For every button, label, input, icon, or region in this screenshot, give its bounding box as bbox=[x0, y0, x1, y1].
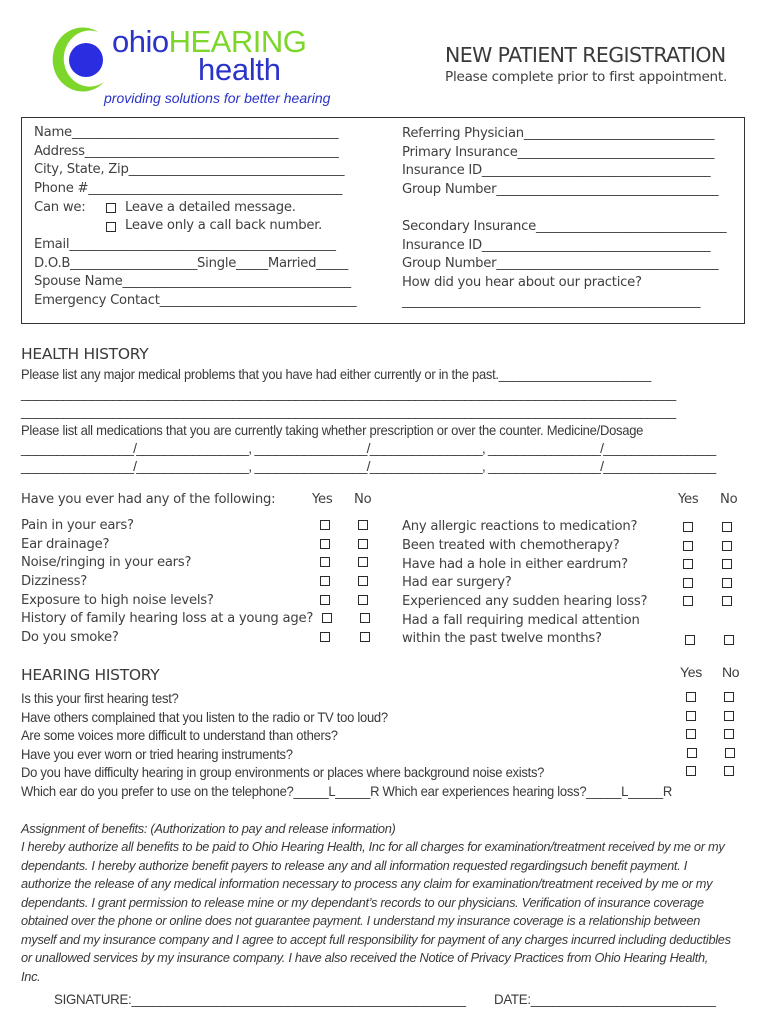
referring-physician-field[interactable]: Referring Physician______________________________ bbox=[402, 126, 715, 141]
group-number-field[interactable]: Group Number___________________________________ bbox=[402, 182, 719, 197]
question-hearing-instruments: Have you ever worn or tried hearing instruments? bbox=[21, 746, 293, 762]
dizziness-yes-checkbox[interactable] bbox=[320, 576, 330, 586]
secondary-group-number-field[interactable]: Group Number___________________________________ bbox=[402, 256, 719, 271]
name-field[interactable]: Name__________________________________________ bbox=[34, 125, 339, 140]
question-family-history: History of family hearing loss at a young age? bbox=[21, 611, 314, 626]
group-env-yes-checkbox[interactable] bbox=[686, 766, 696, 776]
question-noise-exposure: Exposure to high noise levels? bbox=[21, 593, 214, 608]
brand-hearing: HEARING bbox=[168, 24, 307, 59]
secondary-insurance-id-field[interactable]: Insurance ID____________________________________ bbox=[402, 238, 711, 253]
family-history-yes-checkbox[interactable] bbox=[322, 613, 332, 623]
instruments-yes-checkbox[interactable] bbox=[687, 748, 697, 758]
left-yes-header: Yes bbox=[312, 492, 333, 507]
medications-line-2[interactable]: ________________/________________, ________________/________________, ________________/________________ bbox=[21, 458, 716, 474]
noise-exposure-no-checkbox[interactable] bbox=[358, 595, 368, 605]
ear-surgery-yes-checkbox[interactable] bbox=[683, 578, 693, 588]
ear-surgery-no-checkbox[interactable] bbox=[722, 578, 732, 588]
allergic-no-checkbox[interactable] bbox=[722, 522, 732, 532]
voices-yes-checkbox[interactable] bbox=[686, 729, 696, 739]
logo-crescent-icon bbox=[46, 22, 108, 92]
referral-source-field[interactable]: _______________________________________________ bbox=[402, 294, 701, 309]
question-smoke: Do you smoke? bbox=[21, 630, 119, 645]
question-sudden-hearing-loss: Experienced any sudden hearing loss? bbox=[402, 594, 648, 609]
right-no-header: No bbox=[720, 492, 738, 507]
right-yes-header: Yes bbox=[678, 492, 699, 507]
tv-loud-yes-checkbox[interactable] bbox=[686, 711, 696, 721]
question-ear-drainage: Ear drainage? bbox=[21, 537, 110, 552]
question-group-environments: Do you have difficulty hearing in group environments or places where background noise exists? bbox=[21, 764, 545, 780]
question-dizziness: Dizziness? bbox=[21, 574, 88, 589]
eardrum-hole-no-checkbox[interactable] bbox=[722, 559, 732, 569]
conditions-question-header: Have you ever had any of the following: bbox=[21, 492, 276, 507]
question-fall-line-1: Had a fall requiring medical attention bbox=[402, 613, 640, 628]
ear-drainage-yes-checkbox[interactable] bbox=[320, 539, 330, 549]
brand-health: health bbox=[198, 52, 281, 87]
assignment-line-8: Inc. bbox=[21, 969, 41, 984]
hearing-history-title: HEARING HISTORY bbox=[21, 666, 160, 684]
brand-ohio: ohio bbox=[112, 24, 169, 59]
email-field[interactable]: Email__________________________________________ bbox=[34, 237, 336, 252]
question-ear-pain: Pain in your ears? bbox=[21, 518, 134, 533]
question-ear-surgery: Had ear surgery? bbox=[402, 575, 512, 590]
smoke-yes-checkbox[interactable] bbox=[320, 632, 330, 642]
question-fall-line-2: within the past twelve months? bbox=[402, 631, 602, 646]
secondary-insurance-field[interactable]: Secondary Insurance______________________________ bbox=[402, 219, 727, 234]
medical-problems-prompt[interactable]: Please list any major medical problems that you have had either currently or in the past.______________________ bbox=[21, 366, 652, 382]
left-no-header: No bbox=[354, 492, 372, 507]
city-state-zip-field[interactable]: City, State, Zip__________________________________ bbox=[34, 162, 345, 177]
noise-ringing-no-checkbox[interactable] bbox=[358, 557, 368, 567]
assignment-line-7: or unallowed services by my insurance company. I have also received the Notice of Privacy Practices from Ohio Hearing Health, bbox=[21, 950, 709, 965]
question-noise-ringing: Noise/ringing in your ears? bbox=[21, 555, 192, 570]
assignment-line-3: authorize the release of any medical information necessary to process any claim for examination/treatment received by me or my bbox=[21, 876, 713, 891]
question-voices-difficult: Are some voices more difficult to understand than others? bbox=[21, 727, 338, 743]
hearing-no-header: No bbox=[722, 664, 740, 680]
first-test-yes-checkbox[interactable] bbox=[686, 692, 696, 702]
chemotherapy-no-checkbox[interactable] bbox=[722, 541, 732, 551]
question-allergic-reactions: Any allergic reactions to medication? bbox=[402, 519, 638, 534]
assignment-line-4: dependants. I grant permission to release mine or my dependant’s records to our physicians. Verification of insurance coverage bbox=[21, 895, 704, 910]
sudden-loss-no-checkbox[interactable] bbox=[722, 596, 732, 606]
allergic-yes-checkbox[interactable] bbox=[683, 522, 693, 532]
primary-insurance-field[interactable]: Primary Insurance_______________________________ bbox=[402, 145, 715, 160]
question-tv-loud: Have others complained that you listen to the radio or TV too loud? bbox=[21, 709, 388, 725]
ear-drainage-no-checkbox[interactable] bbox=[358, 539, 368, 549]
assignment-line-2: dependants. I hereby authorize benefit payers to release any and all information requested regardingsuch benefit payment. I bbox=[21, 858, 687, 873]
address-field[interactable]: Address________________________________________ bbox=[34, 144, 339, 159]
emergency-contact-field[interactable]: Emergency Contact_______________________________ bbox=[34, 293, 357, 308]
medical-problems-line-2[interactable]: _____________________________________________________________________________________________ bbox=[21, 403, 676, 419]
noise-ringing-yes-checkbox[interactable] bbox=[320, 557, 330, 567]
referral-source-label: How did you hear about our practice? bbox=[402, 275, 642, 290]
ear-preference-line[interactable]: Which ear do you prefer to use on the telephone?_____L_____R Which ear experiences hearing loss?_____L_____R bbox=[21, 783, 672, 799]
call-back-only-checkbox[interactable] bbox=[106, 222, 116, 232]
assignment-title: Assignment of benefits: (Authorization to pay and release information) bbox=[21, 821, 396, 836]
group-env-no-checkbox[interactable] bbox=[724, 766, 734, 776]
health-history-title: HEALTH HISTORY bbox=[21, 345, 149, 363]
tv-loud-no-checkbox[interactable] bbox=[724, 711, 734, 721]
medications-line-1[interactable]: ________________/________________, ________________/________________, ________________/________________ bbox=[21, 440, 716, 456]
call-back-only-label: Leave only a call back number. bbox=[125, 218, 323, 233]
medications-prompt: Please list all medications that you are currently taking whether prescription or over the counter. Medicine/Dosage bbox=[21, 422, 644, 438]
detailed-message-checkbox[interactable] bbox=[106, 203, 116, 213]
assignment-line-1: I hereby authorize all benefits to be paid to Ohio Hearing Health, Inc for all charges for examination/treatment received by me or my bbox=[21, 839, 725, 854]
question-first-test: Is this your first hearing test? bbox=[21, 690, 179, 706]
question-eardrum-hole: Have had a hole in either eardrum? bbox=[402, 557, 628, 572]
hearing-yes-header: Yes bbox=[680, 664, 702, 680]
assignment-line-6: myself and my insurance company and I agree to accept full responsibility for payment of any charges incurred including deductibles bbox=[21, 932, 731, 947]
fall-no-checkbox[interactable] bbox=[724, 635, 734, 645]
dob-marital-field[interactable]: D.O.B____________________Single_____Married_____ bbox=[34, 256, 349, 271]
ear-pain-no-checkbox[interactable] bbox=[358, 520, 368, 530]
fall-yes-checkbox[interactable] bbox=[685, 635, 695, 645]
medical-problems-line-1[interactable]: _____________________________________________________________________________________________ bbox=[21, 385, 676, 401]
sudden-loss-yes-checkbox[interactable] bbox=[683, 596, 693, 606]
instruments-no-checkbox[interactable] bbox=[725, 748, 735, 758]
signature-field[interactable]: SIGNATURE:_______________________________________________ bbox=[54, 991, 466, 1007]
chemotherapy-yes-checkbox[interactable] bbox=[683, 541, 693, 551]
can-we-label: Can we: bbox=[34, 200, 86, 215]
dizziness-no-checkbox[interactable] bbox=[358, 576, 368, 586]
smoke-no-checkbox[interactable] bbox=[360, 632, 370, 642]
date-field[interactable]: DATE:__________________________ bbox=[494, 991, 716, 1007]
noise-exposure-yes-checkbox[interactable] bbox=[320, 595, 330, 605]
voices-no-checkbox[interactable] bbox=[724, 729, 734, 739]
brand-tagline: providing solutions for better hearing bbox=[104, 90, 331, 106]
spouse-name-field[interactable]: Spouse Name____________________________________ bbox=[34, 274, 351, 289]
eardrum-hole-yes-checkbox[interactable] bbox=[683, 559, 693, 569]
page-title: NEW PATIENT REGISTRATION bbox=[445, 43, 726, 67]
ear-pain-yes-checkbox[interactable] bbox=[320, 520, 330, 530]
first-test-no-checkbox[interactable] bbox=[724, 692, 734, 702]
family-history-no-checkbox[interactable] bbox=[360, 613, 370, 623]
insurance-id-field[interactable]: Insurance ID____________________________________ bbox=[402, 163, 711, 178]
detailed-message-label: Leave a detailed message. bbox=[125, 200, 296, 215]
page-subtitle: Please complete prior to first appointment. bbox=[445, 69, 728, 85]
phone-field[interactable]: Phone #________________________________________ bbox=[34, 181, 343, 196]
assignment-line-5: obtained over the phone or online does not guarantee payment. I understand my insurance coverage is a relationship between bbox=[21, 913, 701, 928]
question-chemotherapy: Been treated with chemotherapy? bbox=[402, 538, 620, 553]
